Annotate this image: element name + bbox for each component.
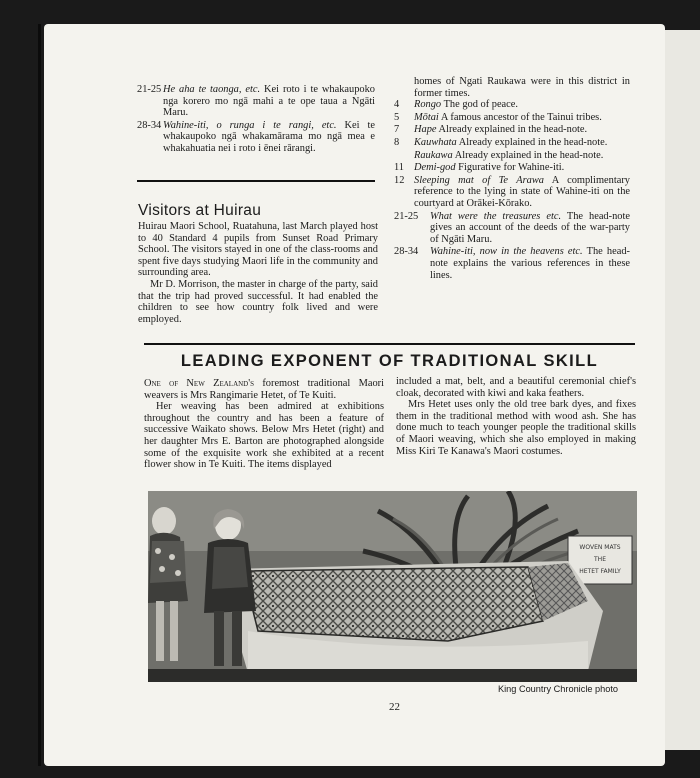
article-photo	[148, 491, 637, 682]
svg-text:THE: THE	[594, 556, 606, 563]
note-entry	[394, 246, 630, 281]
note-number: 8	[394, 136, 400, 148]
note-text: A famous ancestor of the Tainui tribes.	[440, 111, 602, 123]
note-text: Kei te whakaupoko ngā whakamārama mo ngā mea e whakahuatia nei i roto i ēnei rārangi.	[163, 119, 375, 154]
visitors-heading: Visitors at Huirau	[138, 202, 262, 219]
note-term: Mōtai	[414, 111, 439, 123]
note-term: Demi-god	[414, 162, 456, 174]
note-text: The god of peace.	[443, 99, 518, 111]
photo-illustration	[148, 491, 637, 682]
lead-text: foremost traditional Maori weavers is Mrs Rangimarie Hetet, of Te Kuiti.	[144, 378, 384, 401]
note-text: Already explained in the head-note.	[438, 124, 588, 136]
photo-floor	[148, 669, 637, 682]
notes-left-column	[137, 84, 375, 156]
visitors-article	[138, 221, 378, 325]
note-text: Figurative for Wahine-iti.	[458, 162, 565, 174]
note-term: Wahine-iti, now in the heavens etc.	[430, 246, 583, 258]
note-number: 7	[394, 124, 400, 136]
note-title: Wahine-iti, o runga i te rangi, etc.	[163, 119, 337, 131]
note-term: Raukawa	[414, 149, 453, 161]
lead-smallcaps: One of New Zealand's	[144, 378, 254, 389]
article-paragraph: Her weaving has been admired at exhibitions throughout the country and has been a feature of successive Waikato shows. Below Mrs Hetet (right) and her daughter Mrs E. Barton are photographed alongside some of the exquisite work she exhibited at a recent flower show in Te Kuiti. The items displayed	[144, 401, 384, 471]
note-text: Kei roto i te whakaupoko nga korero mo ngā mahi a te ope taua a Ngāti Maru.	[163, 84, 375, 119]
woven-mat	[243, 567, 543, 641]
note-text: A complimentary reference to the lying in state of Wahine-iti on the courtyard at Orākei-Kōrako.	[414, 174, 630, 209]
section-divider	[137, 180, 375, 182]
note-entry	[394, 137, 630, 149]
note-number: 11	[394, 162, 405, 174]
note-entry	[394, 124, 630, 136]
article-lead-paragraph	[144, 378, 384, 401]
note-number: 28-34	[137, 119, 162, 131]
article-left-column	[144, 378, 384, 471]
note-number: 4	[394, 99, 400, 111]
note-term: What were the treasures etc.	[430, 210, 562, 222]
note-term: Sleeping mat of Te Arawa	[414, 174, 544, 186]
note-entry	[394, 162, 630, 174]
svg-text:WOVEN MATS: WOVEN MATS	[579, 544, 621, 551]
note-entry	[137, 120, 375, 155]
note-entry	[394, 211, 630, 246]
note-text: Already explained in the head-note.	[458, 136, 608, 148]
svg-text:HETET FAMILY: HETET FAMILY	[579, 568, 621, 575]
note-number: 12	[394, 174, 405, 186]
note-number: 21-25	[394, 210, 419, 222]
article-paragraph: Mrs Hetet uses only the old tree bark dyes, and fixes them in the traditional method with wood ash. She has done much to teach younger people the traditional skills of Maori weaving, which she also employed in making Miss Kiri Te Kanawa's Maori costumes.	[396, 399, 636, 457]
book-spine	[38, 24, 41, 766]
section-divider	[144, 343, 635, 345]
visitors-paragraph: Mr D. Morrison, the master in charge of the party, said that the trip had proved successful. It had enabled the children to see how country folk lived and were employed.	[138, 278, 378, 325]
note-title: He aha te taonga, etc.	[163, 84, 261, 95]
note-term: Rongo	[414, 99, 442, 111]
note-entry	[394, 112, 630, 124]
note-text: The head-note explains the various references in these lines.	[430, 246, 630, 281]
note-term: Kauwhata	[414, 136, 457, 148]
note-number: 28-34	[394, 246, 419, 258]
note-text: The head-note gives an account of the deeds of the war-party of Ngāti Maru.	[430, 210, 630, 245]
note-term: Hape	[414, 124, 437, 136]
note-number: 5	[394, 111, 400, 123]
note-entry	[394, 99, 630, 111]
photo-caption: King Country Chronicle photo	[498, 684, 619, 694]
note-number: 21-25	[137, 84, 162, 95]
article-paragraph: included a mat, belt, and a beautiful ceremonial chief's cloak, decorated with kiwi and kaka feathers.	[396, 376, 636, 399]
page-number: 22	[389, 701, 400, 713]
note-continuation: homes of Ngati Raukawa were in this district in former times.	[414, 76, 630, 99]
note-entry	[394, 175, 630, 210]
notes-right-column	[394, 76, 630, 282]
note-entry	[137, 84, 375, 119]
visitors-paragraph: Huirau Maori School, Ruatahuna, last March played host to 40 Standard 4 pupils from Sunset Road Primary School. The visitors stayed in one of the class-rooms and spent five days studying Maori life in the community and surrounding area.	[138, 221, 378, 279]
note-entry	[394, 150, 630, 162]
note-text: Already explained in the head-note.	[454, 149, 604, 161]
article-right-column	[396, 376, 636, 457]
article-headline: LEADING EXPONENT OF TRADITIONAL SKILL	[180, 352, 599, 370]
